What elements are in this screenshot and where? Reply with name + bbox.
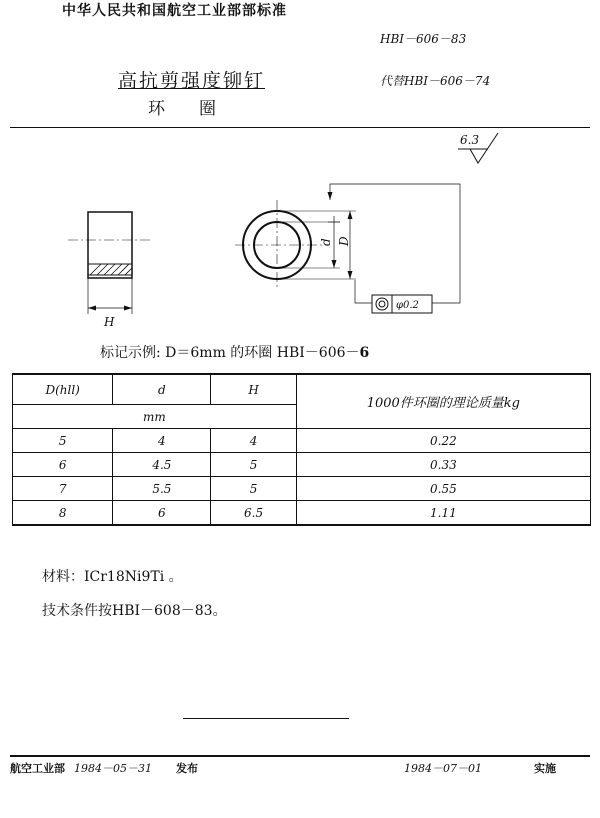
table-row: 7 5.5 5 0.55 <box>13 477 591 501</box>
technical-conditions-note: 技术条件按HBI－608－83。 <box>42 603 227 619</box>
technical-drawing <box>0 130 600 340</box>
table-row: 5 4 4 0.22 <box>13 429 591 453</box>
label-H: H <box>104 315 115 329</box>
dimensions-table <box>12 373 591 526</box>
issue-date: 1984－05－31 <box>74 762 152 775</box>
label-d: d <box>319 238 333 246</box>
header-mass: 1000件环圈的理论质量kg <box>296 374 590 429</box>
table-header-row <box>13 374 591 405</box>
unit-cell: mm <box>13 405 297 429</box>
issue-label: 发布 <box>176 762 198 775</box>
marking-example <box>100 342 369 362</box>
hatch-lines <box>90 264 132 275</box>
label-D: D <box>337 236 351 246</box>
replaces-standard: 代替HBI－606－74 <box>380 74 491 88</box>
document-title: 高抗剪强度铆钉 <box>118 70 266 92</box>
marking-bold-suffix: 6 <box>359 345 370 361</box>
table-row: 6 4.5 5 0.33 <box>13 453 591 477</box>
table-row: 8 6 6.5 1.11 <box>13 501 591 526</box>
roughness-symbol <box>458 133 498 163</box>
footer-organization: 航空工业部 <box>10 762 65 775</box>
marking-text: D＝6mm 的环圈 HBI－606－ <box>165 345 360 361</box>
material-note: 材料：ICr18Ni9Ti 。 <box>42 569 183 585</box>
header-D: D(hll) <box>13 374 113 405</box>
footer-rule <box>10 755 590 757</box>
header-d: d <box>113 374 211 405</box>
header-rule <box>10 127 590 128</box>
standard-number: HBI－606－83 <box>380 32 467 46</box>
effective-date: 1984－07－01 <box>404 762 482 775</box>
marking-label: 标记示例: <box>100 345 161 361</box>
header-H: H <box>211 374 296 405</box>
tolerance-value: φ0.2 <box>396 300 419 311</box>
issuing-organization: 中华人民共和国航空工业部部标准 <box>62 3 287 19</box>
end-rule <box>183 718 349 719</box>
effective-label: 实施 <box>534 762 556 775</box>
concentricity-symbol <box>376 298 388 310</box>
surface-roughness-value: 6.3 <box>460 133 480 147</box>
document-subtitle: 环圈 <box>148 99 250 119</box>
